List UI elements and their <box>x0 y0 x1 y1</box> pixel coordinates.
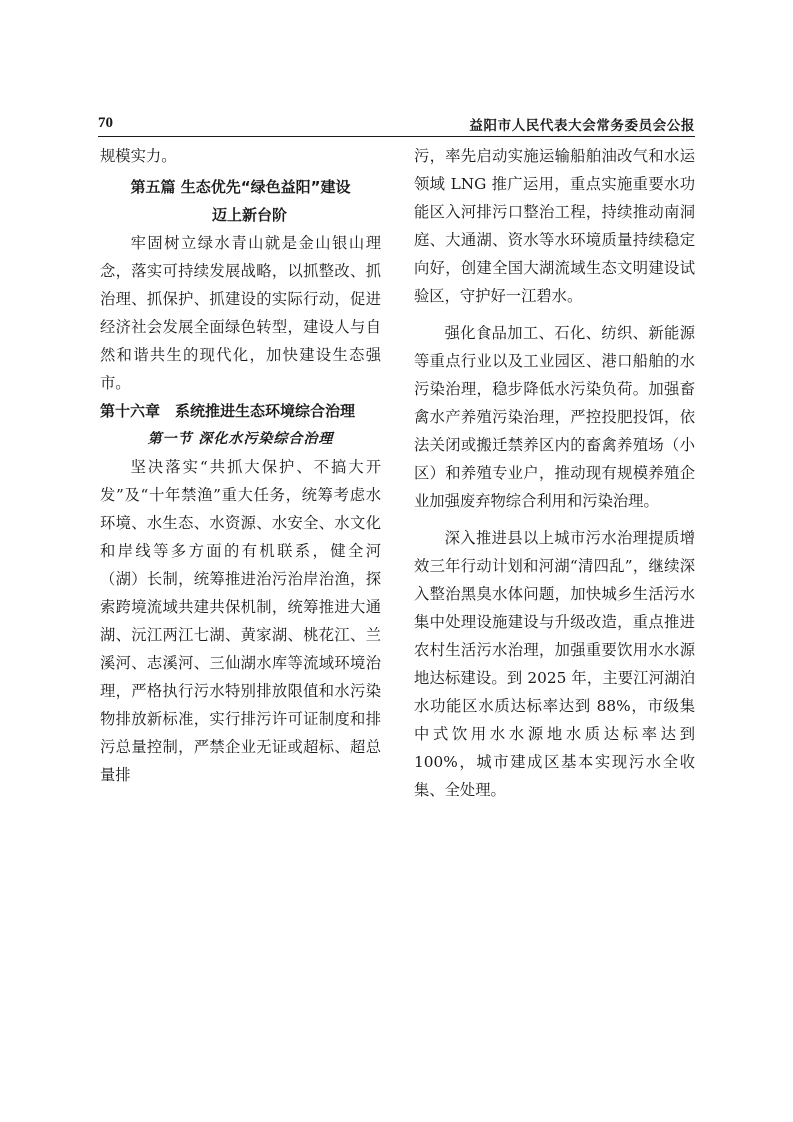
section-heading: 第一节 深化水污染综合治理 <box>147 431 334 447</box>
journal-title: 益阳市人民代表大会常务委员会公报 <box>469 118 695 134</box>
part-intro-paragraph: 牢固树立绿水青山就是金山银山理念，落实可持续发展战略，以抓整改、抓治理、抓保护、抓建设的实际行动，促进经济社会发展全面绿色转型，建设人与自然和谐共生的现代化，加快建设生态强市。 <box>100 234 381 392</box>
body-paragraph: 强化食品加工、石化、纺织、新能源等重点行业以及工业园区、港口船舶的水污染治理，稳步降低水污染负荷。加强畜禽水产养殖污染治理，严控投肥投饵，依法关闭或搬迁禁养区内的畜禽养殖场（小区）和养殖专业户，推动现有规模养殖企业加强废弃物综合利用和污染治理。 <box>414 324 695 510</box>
right-column <box>414 142 695 804</box>
body-paragraph: 深入推进县以上城市污水治理提质增效三年行动计划和河湖“清四乱”，继续深入整治黑臭水体问题，加快城乡生活污水集中处理设施建设与升级改造，重点推进农村生活污水治理，加强重要饮用水水源地达标建设。到 2025 年，主要江河湖泊水功能区水质达标率达到 88%，市级集中式饮用水水源地水质达标率达到 100%，城市建成区基本实现污水全收集、全处理。 <box>414 529 695 799</box>
continuation-text: 规模实力。 <box>100 147 177 165</box>
chapter-heading: 第十六章 系统推进生态环境综合治理 <box>100 402 356 420</box>
body-paragraph: 坚决落实“共抓大保护、不搞大开发”及“十年禁渔”重大任务，统筹考虑水环境、水生态、水资源、水安全、水文化和岸线等多方面的有机联系，健全河（湖）长制，统筹推进治污治岸治渔，探索跨境流域共建共保机制，统筹推进大通湖、沅江两江七湖、黄家湖、桃花江、兰溪河、志溪河、三仙湖水库等流域环境治理，严格执行污水特别排放限值和水污染物排放新标准，实行排污许可证制度和排污总量控制，严禁企业无证或超标、超总量排 <box>100 458 381 784</box>
part-heading-line-1: 第五篇 生态优先“绿色益阳”建设 <box>130 178 351 196</box>
left-column <box>100 142 381 789</box>
header-rule <box>98 136 695 137</box>
part-heading-line-2: 迈上新台阶 <box>211 206 287 224</box>
page-header <box>98 112 695 134</box>
part-heading <box>100 173 381 229</box>
body-paragraph-continuation: 污，率先启动实施运输船舶油改气和水运领域 LNG 推广运用，重点实施重要水功能区入河排污口整治工程，持续推动南洞庭、大通湖、资水等水环境质量持续稳定向好，创建全国大湖流域生态文明建设试验区，守护好一江碧水。 <box>414 147 695 305</box>
page-number: 70 <box>98 115 113 131</box>
